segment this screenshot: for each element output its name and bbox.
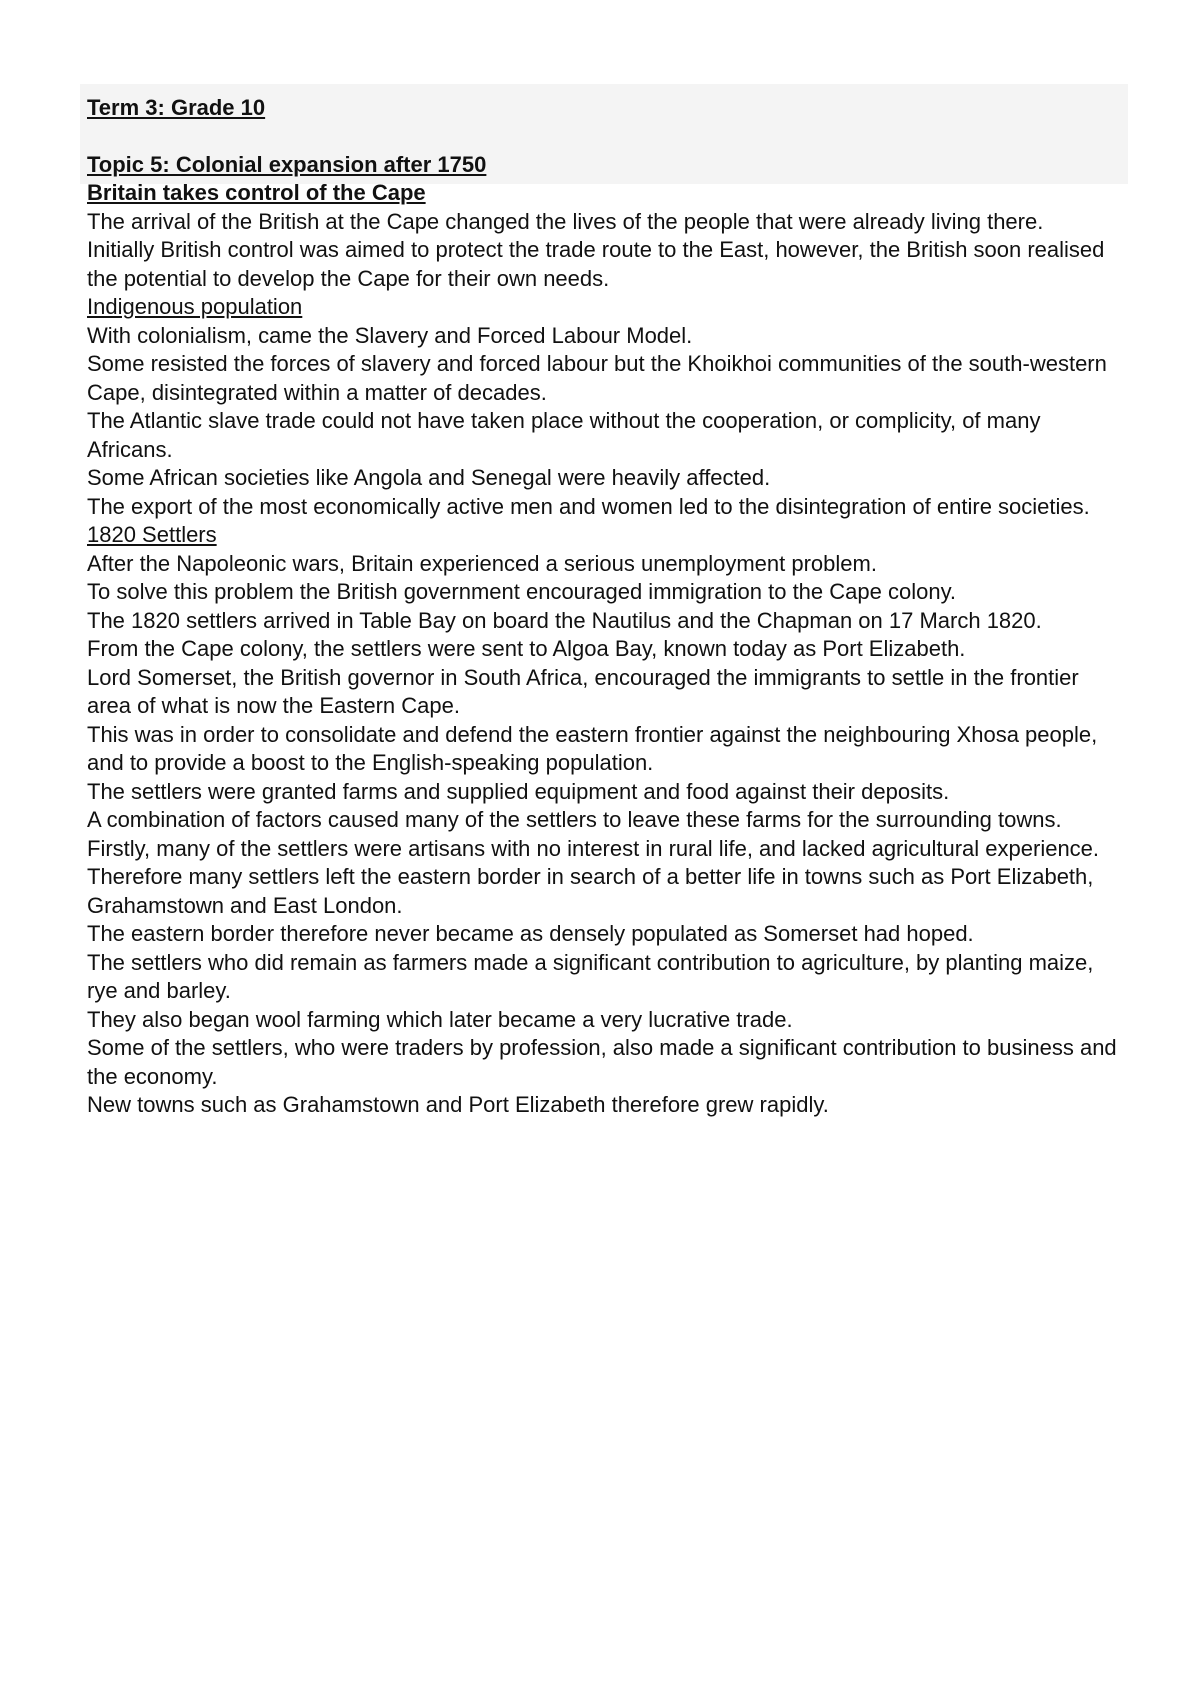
paragraph: Therefore many settlers left the eastern border in search of a better life in towns such as Port Elizabeth, Grahamstown and East London. [87,864,1094,918]
paragraph: Some resisted the forces of slavery and forced labour but the Khoikhoi communities of the south-western Cape, disintegrated within a matter of decades. [87,351,1107,405]
paragraph: A combination of factors caused many of the settlers to leave these farms for the surrounding towns. [87,807,1062,832]
section-title: Indigenous population [87,294,303,319]
paragraph: Some African societies like Angola and Senegal were heavily affected. [87,465,771,490]
section-title: Britain takes control of the Cape [87,180,426,205]
paragraph: The 1820 settlers arrived in Table Bay on board the Nautilus and the Chapman on 17 March 1820. [87,607,1042,633]
document-content [87,94,1127,1120]
term-heading: Term 3: Grade 10 [87,95,266,120]
paragraph: The eastern border therefore never became as densely populated as Somerset had hoped. [87,921,974,946]
paragraph: The export of the most economically active men and women led to the disintegration of entire societies. [87,493,1090,519]
section-title: 1820 Settlers [87,522,217,547]
paragraph: After the Napoleonic wars, Britain experienced a serious unemployment problem. [87,550,877,576]
paragraph: The Atlantic slave trade could not have taken place without the cooperation, or complicity, of many Africans. [87,408,1041,462]
paragraph: New towns such as Grahamstown and Port Elizabeth therefore grew rapidly. [87,1092,829,1117]
section-1820-settlers [87,521,1127,1120]
paragraph: Some of the settlers, who were traders by profession, also made a significant contribution to business and the economy. [87,1035,1117,1089]
paragraph: They also began wool farming which later became a very lucrative trade. [87,1006,793,1032]
paragraph: From the Cape colony, the settlers were sent to Algoa Bay, known today as Port Elizabeth. [87,636,966,661]
paragraph: Initially British control was aimed to protect the trade route to the East, however, the British soon realised the potential to develop the Cape for their own needs. [87,237,1105,291]
paragraph: Firstly, many of the settlers were artisans with no interest in rural life, and lacked agricultural experience. [87,835,1100,861]
section-britain-cape [87,179,1127,293]
paragraph: The arrival of the British at the Cape changed the lives of the people that were already living there. [87,208,1044,234]
paragraph: This was in order to consolidate and defend the eastern frontier against the neighbouring Xhosa people, and to provide a boost to the English-speaking population. [87,721,1098,775]
paragraph: With colonialism, came the Slavery and Forced Labour Model. [87,322,693,348]
topic-heading: Topic 5: Colonial expansion after 1750 [87,151,487,177]
paragraph: Lord Somerset, the British governor in South Africa, encouraged the immigrants to settle in the frontier area of what is now the Eastern Cape. [87,664,1079,718]
paragraph: To solve this problem the British government encouraged immigration to the Cape colony. [87,579,957,604]
paragraph: The settlers were granted farms and supplied equipment and food against their deposits. [87,778,950,804]
paragraph: The settlers who did remain as farmers made a significant contribution to agriculture, by planting maize, rye and barley. [87,949,1094,1003]
section-indigenous-population [87,293,1127,521]
